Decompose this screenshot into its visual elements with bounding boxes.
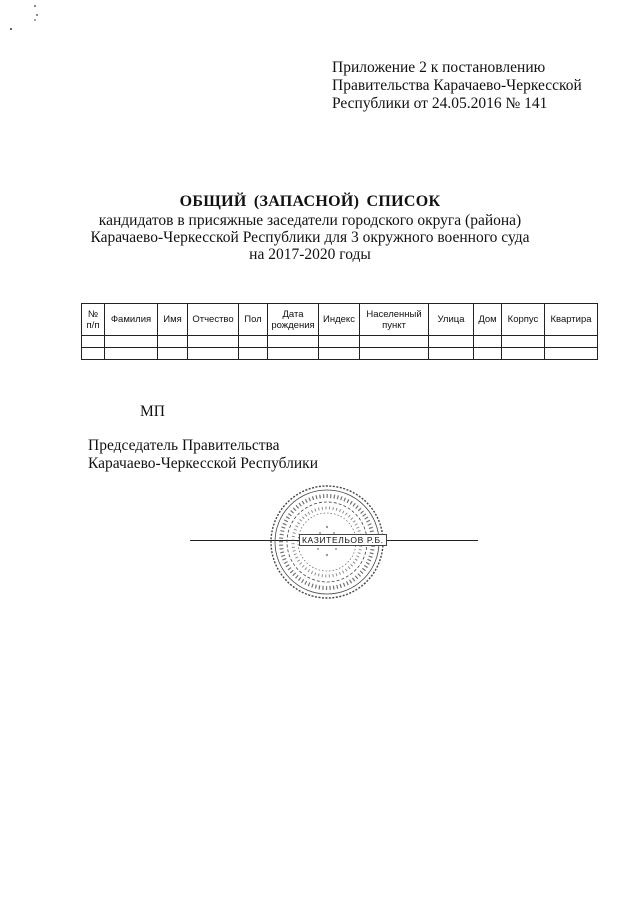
table-cell — [502, 348, 545, 360]
table-cell — [429, 336, 474, 348]
chairman-line-2: Карачаево-Черкесской Республики — [88, 455, 318, 472]
header-text: Отчество — [192, 314, 234, 325]
candidates-table — [81, 303, 598, 360]
table-cell — [188, 348, 239, 360]
header-text: п/п — [86, 319, 100, 331]
header-text: Индекс — [323, 314, 355, 325]
header-text: Населенный — [366, 308, 422, 320]
scan-marks — [8, 2, 48, 32]
subtitle-line-1: кандидатов в присяжные заседатели городского округа (района) — [98, 212, 522, 229]
column-header-house — [474, 304, 502, 336]
table-cell — [239, 336, 268, 348]
table-cell — [474, 348, 502, 360]
column-header-street — [429, 304, 474, 336]
column-header-name — [158, 304, 188, 336]
table-cell — [502, 336, 545, 348]
table-cell — [82, 348, 105, 360]
table-cell — [105, 348, 158, 360]
header-text: Квартира — [550, 314, 592, 325]
header-text: Дата — [282, 308, 304, 320]
chairman-title — [88, 437, 318, 473]
chairman-line-1: Председатель Правительства — [88, 437, 280, 454]
column-header-apartment — [545, 304, 598, 336]
subtitle-line-2: Карачаево-Черкесской Республики для 3 окружного военного суда — [90, 229, 530, 246]
table-cell — [105, 336, 158, 348]
table-cell — [545, 336, 598, 348]
header-text: Улица — [437, 314, 465, 325]
table-cell — [158, 348, 188, 360]
table-cell — [319, 336, 360, 348]
table-cell — [268, 348, 319, 360]
column-header-patronymic — [188, 304, 239, 336]
appendix-line-3: Республики от 24.05.2016 № 141 — [332, 95, 548, 112]
table-cell — [360, 336, 429, 348]
appendix-line-1: Приложение 2 к постановлению — [332, 59, 546, 76]
column-header-surname — [105, 304, 158, 336]
header-text: рождения — [271, 319, 315, 331]
column-header-locality — [360, 304, 429, 336]
document-title: ОБЩИЙ (ЗАПАСНОЙ) СПИСОК — [179, 193, 441, 210]
table-cell — [319, 348, 360, 360]
stamp-place-label: МП — [140, 403, 165, 420]
column-header-building — [502, 304, 545, 336]
table-cell — [360, 348, 429, 360]
column-header-index — [319, 304, 360, 336]
table-cell — [474, 336, 502, 348]
table-header-row — [82, 304, 598, 336]
column-header-sex — [239, 304, 268, 336]
table-cell — [188, 336, 239, 348]
table-cell — [545, 348, 598, 360]
header-text: № — [87, 308, 99, 320]
header-text: Пол — [244, 314, 262, 325]
header-text: пункт — [382, 319, 406, 331]
table-cell — [429, 348, 474, 360]
table-cell — [268, 336, 319, 348]
table-cell — [82, 336, 105, 348]
header-text: Дом — [478, 314, 497, 325]
table-row — [82, 348, 598, 360]
table-cell — [239, 348, 268, 360]
appendix-line-2: Правительства Карачаево-Черкесской — [332, 77, 582, 94]
appendix-reference — [332, 59, 582, 113]
signatory-name: КАЗИТЕЛЬОВ Р.Б. — [299, 534, 387, 546]
subtitle-line-3: на 2017-2020 годы — [249, 246, 371, 263]
header-text: Фамилия — [110, 314, 152, 325]
table-cell — [158, 336, 188, 348]
column-header-birth-date — [268, 304, 319, 336]
document-heading — [60, 192, 560, 263]
table-row — [82, 336, 598, 348]
column-header-number — [82, 304, 105, 336]
header-text: Имя — [163, 314, 182, 325]
header-text: Корпус — [507, 314, 539, 325]
